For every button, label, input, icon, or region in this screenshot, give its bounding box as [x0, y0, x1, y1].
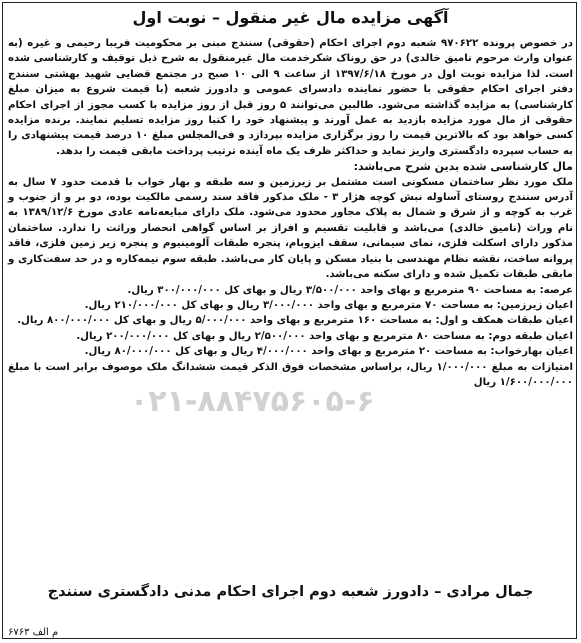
valuation-line: اعیان بهارخواب: به مساحت ۲۰ مترمربع و بهای واحد ۴/۰۰۰/۰۰۰ ریال و بهای کل ۸۰/۰۰۰/۰۰۰ ریال. [84, 346, 573, 358]
signature-line: جمال مرادی – دادورز شعبه دوم اجرای احکام مدنی دادگستری سنندج [47, 584, 534, 600]
valuation-line: اعیان طبقات همکف و اول: به مساحت ۱۶۰ مترمربع و بهای واحد ۵/۰۰۰/۰۰۰ ریال و بهای کل ۸۰۰/۰۰۰/۰۰۰ ریال. [17, 315, 573, 327]
notice-body [8, 36, 573, 390]
ad-code: م الف ۶۷۶۳ [8, 627, 59, 638]
intro-paragraph: در خصوص پرونده ۹۷۰۶۲۲ شعبه دوم اجرای احکام (حقوقی) سنندج مبنی بر محکومیت فریبا رحیمی و غیره (به عنوان وارث مرحوم نامیق خالدی) در حق روناک شکرخدمت مال غیرمنقول به شرح ذیل توقیف و کارشناسی شده است. لذا مزایده نوبت اول در مورخ ۱۳۹۷/۶/۱۸ از ساعت ۹ الی ۱۰ صبح در مجتمع قضایی شهید بهشتی سنندج دفتر اجرای احکام حقوقی با حضور نماینده دادسرای عمومی و دادورز شعبه (با قیمت شروع به میزان مبلغ کارشناسی) به مزایده گذاشته می‌شود. طالبین می‌توانند ۵ روز قبل از روز مزایده با کسب مجوز از اجرای احکام حقوقی از مال مورد مزایده بازدید به عمل آورند و پیشنهاد خود را کتبا روز مزایده تسلیم نمایند. برنده مزایده کسی خواهد بود که بالاترین قیمت را روز برگزاری مزایده بپردازد و فی‌المجلس مبلغ ۱۰ درصد قیمت پیشنهادی را به حساب سپرده دادگستری واریز نماید و حداکثر ظرف یک ماه آینده ترتیب پرداخت مابقی قیمت را بدهد. [8, 38, 573, 157]
property-description: ملک مورد نظر ساختمان مسکونی است مشتمل بر زیرزمین و سه طبقه و بهار خواب با قدمت حدود ۷ سال به آدرس سنندج روستای آساوله نبش کوچه هژار ۳ - ملک مذکور فاقد سند رسمی مالکیت بوده، دو بر و از جنوب و غرب به کوچه و از شرق و شمال به پلاک مجاور محدود می‌شود. ملک دارای مبایعه‌نامه عادی مورخ ۱۳۸۹/۱۲/۶ به نام وراث (نامیق خالدی) می‌باشد و قابلیت تقسیم و افراز بر اساس گواهی انحصار وراثت را ندارد. ساختمان مذکور دارای اسکلت فلزی، نمای سیمانی، سقف ایزوبام، پنجره طبقات آلومینیوم و پنجره زیر زمین فلزی، فاقد پروانه ساخت، نقشه نظام مهندسی با بنیاد مسکن و پایان کار می‌باشد. طبقه سوم نیمه‌کاره و در حد سفت‌کاری و مابقی طبقات تکمیل شده و دارای سکنه می‌باشد. [8, 176, 574, 281]
phone-watermark: ۰۲۱-۸۸۴۷۵۶۰۵-۶ [130, 384, 375, 419]
section-heading: مال کارشناسی شده بدین شرح می‌باشد: [353, 160, 573, 174]
valuation-line: اعیان زیرزمین: به مساحت ۷۰ مترمربع و بهای واحد ۳/۰۰۰/۰۰۰ ریال و بهای کل ۲۱۰/۰۰۰/۰۰۰ ریال. [84, 299, 573, 311]
valuation-line: امتیازات به مبلغ ۱/۰۰۰/۰۰۰ ریال، براساس مشخصات فوق الذکر قیمت ششدانگ ملک موصوف برابر است با مبلغ ۱/۶۰۰/۰۰۰/۰۰۰ ریال [8, 361, 573, 388]
notice-title: آگهی مزایده مال غیر منقول – نوبت اول [132, 8, 449, 27]
valuation-line: اعیان طبقه دوم: به مساحت ۸۰ مترمربع و بهای واحد ۲/۵۰۰/۰۰۰ ریال و بهای کل ۲۰۰/۰۰۰/۰۰۰ ریال. [76, 330, 573, 342]
valuation-line: عرصه: به مساحت ۹۰ مترمربع و بهای واحد ۳/۵۰۰/۰۰۰ ریال و بهای کل ۳۰۰/۰۰۰/۰۰۰ ریال. [127, 284, 573, 296]
